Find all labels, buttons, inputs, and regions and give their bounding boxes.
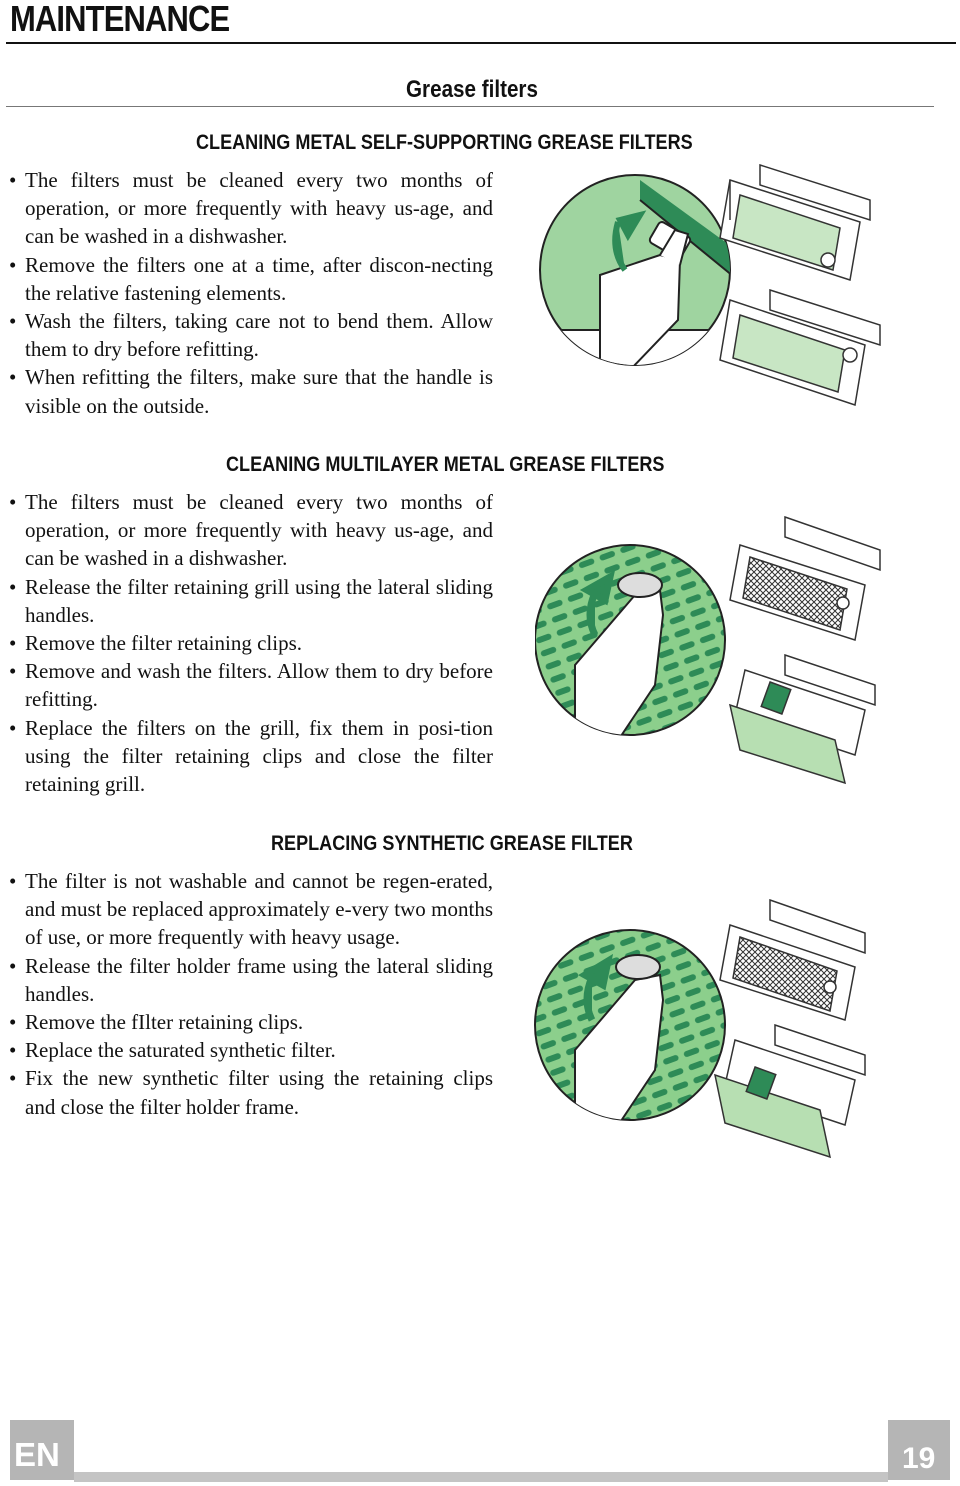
section-heading-metal-self-supporting: CLEANING METAL SELF-SUPPORTING GREASE FILTERS: [196, 131, 693, 154]
steps-list-multilayer: [6, 488, 493, 798]
list-item: • Replace the filters on the grill, fix them in posi-tion using the filter retaining clips and close the filter retaining grill.: [6, 714, 493, 799]
section-title-bar: [6, 74, 934, 107]
list-item: • Remove the fIlter retaining clips.: [6, 1008, 493, 1036]
list-item: • When refitting the filters, make sure that the handle is visible on the outside.: [6, 363, 493, 419]
list-item: • Replace the saturated synthetic filter.: [6, 1036, 493, 1064]
list-item: • Release the filter holder frame using the lateral sliding handles.: [6, 952, 493, 1008]
illustration-multilayer-filter: [535, 515, 885, 790]
hood-diagram-top: [720, 900, 865, 1020]
list-item: • Fix the new synthetic filter using the retaining clips and close the filter holder frame.: [6, 1064, 493, 1120]
section-heading-synthetic: REPLACING SYNTHETIC GREASE FILTER: [271, 832, 633, 855]
steps-list-synthetic: [6, 867, 493, 1121]
list-item: • Remove and wash the filters. Allow them to dry before refitting.: [6, 657, 493, 713]
zoom-detail-circle: [535, 930, 725, 1130]
footer-bar: [74, 1472, 888, 1482]
list-item: • The filter is not washable and cannot be regen-erated, and must be replaced approximately e-very two months of use, or more frequently with heavy usage.: [6, 867, 493, 952]
page-header: [6, 0, 956, 44]
list-item: • The filters must be cleaned every two months of operation, or more frequently with heavy us-age, and can be washed in a dishwasher.: [6, 488, 493, 573]
illustration-synthetic-filter: [530, 895, 880, 1170]
page-number: 19: [902, 1442, 936, 1475]
hood-diagram-bottom: [720, 290, 880, 405]
section-heading-multilayer: CLEANING MULTILAYER METAL GREASE FILTERS: [226, 453, 665, 476]
list-item: • Release the filter retaining grill using the lateral sliding handles.: [6, 573, 493, 629]
illustration-self-supporting-filter: [530, 160, 890, 420]
hood-diagram-bottom: [715, 1025, 865, 1157]
list-item: • Wash the filters, taking care not to bend them. Allow them to dry before refitting.: [6, 307, 493, 363]
section-title: Grease filters: [406, 76, 538, 103]
zoom-detail-circle: [535, 545, 725, 745]
zoom-detail-circle: [530, 175, 750, 370]
hood-diagram-top: [720, 165, 870, 280]
list-item: • The filters must be cleaned every two months of operation, or more frequently with heavy us-age, and can be washed in a dishwasher.: [6, 166, 493, 251]
list-item: • Remove the filters one at a time, after discon-necting the relative fastening elements.: [6, 251, 493, 307]
steps-list-metal-self-supporting: [6, 166, 493, 420]
list-item: • Remove the filter retaining clips.: [6, 629, 493, 657]
hood-diagram-bottom: [730, 655, 875, 783]
footer-page-box: [888, 1420, 950, 1480]
hood-diagram-top: [730, 517, 880, 640]
page-title: MAINTENANCE: [10, 0, 230, 39]
footer-language-box: [10, 1420, 74, 1480]
footer-language: EN: [14, 1436, 60, 1473]
